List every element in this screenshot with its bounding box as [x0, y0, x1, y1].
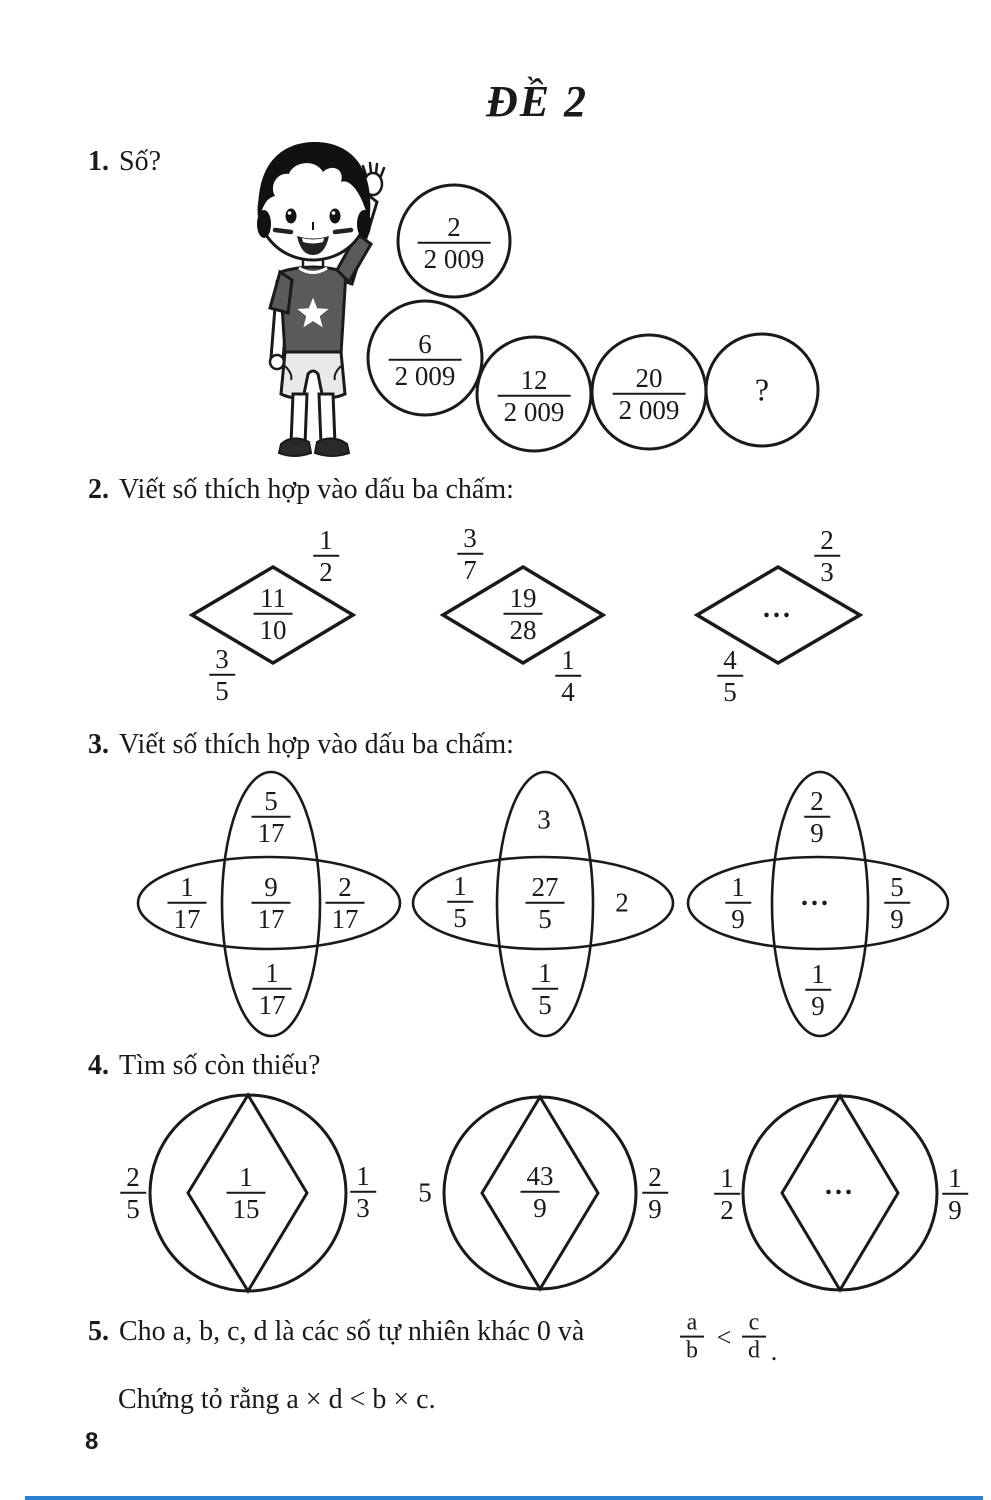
- numerator: 20: [635, 362, 663, 393]
- p4-i3-ellipsis: ...: [825, 1170, 855, 1201]
- numerator: 1: [319, 524, 333, 555]
- numerator: c: [748, 1309, 760, 1336]
- p2-d2-inside-fraction: [504, 583, 543, 645]
- denominator: 17: [252, 902, 291, 934]
- p4-i2-inside-fraction: [521, 1161, 560, 1223]
- problem3-number: 3.: [88, 729, 109, 760]
- numerator: 1: [561, 644, 575, 675]
- denominator: 9: [804, 816, 830, 848]
- p2-d1-bottom-fraction: [209, 644, 235, 706]
- denominator: 10: [254, 613, 293, 645]
- denominator: 5: [209, 674, 235, 706]
- problem4-heading: [88, 1050, 320, 1082]
- p5-fraction-ab: [680, 1310, 704, 1365]
- numerator: 1: [811, 958, 825, 989]
- p3-f1-right-fraction: [326, 872, 365, 934]
- denominator: 17: [252, 816, 291, 848]
- numerator: 5: [264, 785, 278, 816]
- numerator: a: [686, 1309, 698, 1336]
- p4-i2-left-number: 5: [418, 1177, 432, 1208]
- denominator: b: [680, 1336, 704, 1364]
- p4-i1-right-fraction: [350, 1161, 376, 1223]
- problem5-text: Cho a, b, c, d là các số tự nhiên khác 0 và: [119, 1316, 585, 1347]
- problem2-number: 2.: [88, 474, 109, 505]
- denominator: 9: [942, 1193, 968, 1225]
- numerator: 2: [447, 211, 461, 242]
- denominator: 5: [526, 902, 565, 934]
- bottom-edge-line: [25, 1496, 983, 1500]
- page-title: ĐỀ 2: [485, 77, 589, 126]
- denominator: 3: [350, 1191, 376, 1223]
- p2-d2-bottom-fraction: [555, 645, 581, 707]
- p1-fraction-2: [389, 329, 462, 391]
- numerator: 1: [948, 1162, 962, 1193]
- denominator: 2 009: [498, 395, 571, 427]
- numerator: 1: [265, 957, 279, 988]
- denominator: 2: [313, 555, 339, 587]
- p2-d3-ellipsis: ...: [763, 593, 793, 624]
- numerator: 1: [720, 1162, 734, 1193]
- p5-fraction-cd: [742, 1310, 766, 1365]
- numerator: 2: [338, 871, 352, 902]
- numerator: 6: [418, 328, 432, 359]
- denominator: 15: [227, 1192, 266, 1224]
- p3-f2-top-number: 3: [537, 804, 551, 835]
- numerator: 1: [453, 870, 467, 901]
- p3-f3-left-fraction: [725, 872, 751, 934]
- p3-f2-bottom-fraction: [532, 958, 558, 1020]
- p3-f3-top-fraction: [804, 786, 830, 848]
- denominator: 5: [120, 1192, 146, 1224]
- numerator: 3: [463, 522, 477, 553]
- p4-i2-right-fraction: [642, 1162, 668, 1224]
- numerator: 1: [180, 871, 194, 902]
- p2-d1-top-fraction: [313, 525, 339, 587]
- p3-f2-right-number: 2: [615, 887, 629, 918]
- page-number: 8: [85, 1428, 99, 1455]
- numerator: 2: [126, 1161, 140, 1192]
- p4-i1-left-fraction: [120, 1162, 146, 1224]
- p3-f3-ellipsis: ...: [801, 881, 831, 912]
- p3-f2-center-fraction: [526, 872, 565, 934]
- problem3-label: Viết số thích hợp vào dấu ba chấm:: [119, 729, 514, 760]
- problem3-heading: [88, 729, 514, 761]
- problem2-label: Viết số thích hợp vào dấu ba chấm:: [119, 474, 514, 505]
- p3-f3-right-fraction: [884, 872, 910, 934]
- numerator: 3: [215, 643, 229, 674]
- denominator: 17: [326, 902, 365, 934]
- denominator: 9: [642, 1192, 668, 1224]
- denominator: d: [742, 1336, 766, 1364]
- numerator: 1: [239, 1161, 253, 1192]
- denominator: 7: [457, 553, 483, 585]
- denominator: 9: [884, 902, 910, 934]
- denominator: 2: [714, 1193, 740, 1225]
- problem4-number: 4.: [88, 1050, 109, 1081]
- denominator: 9: [521, 1191, 560, 1223]
- numerator: 43: [526, 1160, 554, 1191]
- numerator: 2: [648, 1161, 662, 1192]
- p1-fraction-3: [498, 365, 571, 427]
- denominator: 9: [805, 989, 831, 1021]
- p3-f1-center-fraction: [252, 872, 291, 934]
- p3-f2-left-fraction: [447, 871, 473, 933]
- denominator: 28: [504, 613, 543, 645]
- problem1-number: 1.: [88, 146, 109, 177]
- denominator: 17: [168, 902, 207, 934]
- p2-d2-top-fraction: [457, 523, 483, 585]
- problem5-heading: [88, 1316, 584, 1348]
- p3-f1-top-fraction: [252, 786, 291, 848]
- numerator: 1: [356, 1160, 370, 1191]
- p5-less-than: <: [716, 1323, 732, 1352]
- p2-d3-bottom-fraction: [717, 645, 743, 707]
- denominator: 3: [814, 555, 840, 587]
- numerator: 5: [890, 871, 904, 902]
- denominator: 2 009: [418, 242, 491, 274]
- problem5-number: 5.: [88, 1316, 109, 1347]
- denominator: 9: [725, 902, 751, 934]
- denominator: 5: [447, 901, 473, 933]
- numerator: 1: [731, 871, 745, 902]
- denominator: 5: [532, 988, 558, 1020]
- p1-fraction-4: [613, 363, 686, 425]
- p4-i3-left-fraction: [714, 1163, 740, 1225]
- denominator: 2 009: [389, 359, 462, 391]
- problem2-heading: [88, 474, 514, 506]
- numerator: 2: [810, 785, 824, 816]
- p5-period: .: [770, 1337, 778, 1366]
- denominator: 2 009: [613, 393, 686, 425]
- numerator: 27: [531, 871, 559, 902]
- problem5-line2: Chứng tỏ rằng a × d < b × c.: [118, 1384, 436, 1415]
- waving-boy-illustration: [225, 122, 400, 462]
- problem4-label: Tìm số còn thiếu?: [119, 1050, 321, 1081]
- denominator: 17: [253, 988, 292, 1020]
- numerator: 19: [509, 582, 537, 613]
- p1-fraction-1: [418, 212, 491, 274]
- numerator: 11: [260, 582, 286, 613]
- problem1-label: Số?: [119, 146, 161, 177]
- denominator: 5: [717, 675, 743, 707]
- p2-d1-inside-fraction: [254, 583, 293, 645]
- numerator: 1: [538, 957, 552, 988]
- p2-d3-top-fraction: [814, 525, 840, 587]
- p1-question-mark: ?: [754, 371, 770, 408]
- denominator: 4: [555, 675, 581, 707]
- p3-f3-bottom-fraction: [805, 959, 831, 1021]
- p3-f1-bottom-fraction: [253, 958, 292, 1020]
- p4-i3-right-fraction: [942, 1163, 968, 1225]
- p3-f1-left-fraction: [168, 872, 207, 934]
- numerator: 12: [520, 364, 548, 395]
- p4-i1-inside-fraction: [227, 1162, 266, 1224]
- numerator: 2: [820, 524, 834, 555]
- problem1-heading: [88, 146, 161, 178]
- numerator: 9: [264, 871, 278, 902]
- numerator: 4: [723, 644, 737, 675]
